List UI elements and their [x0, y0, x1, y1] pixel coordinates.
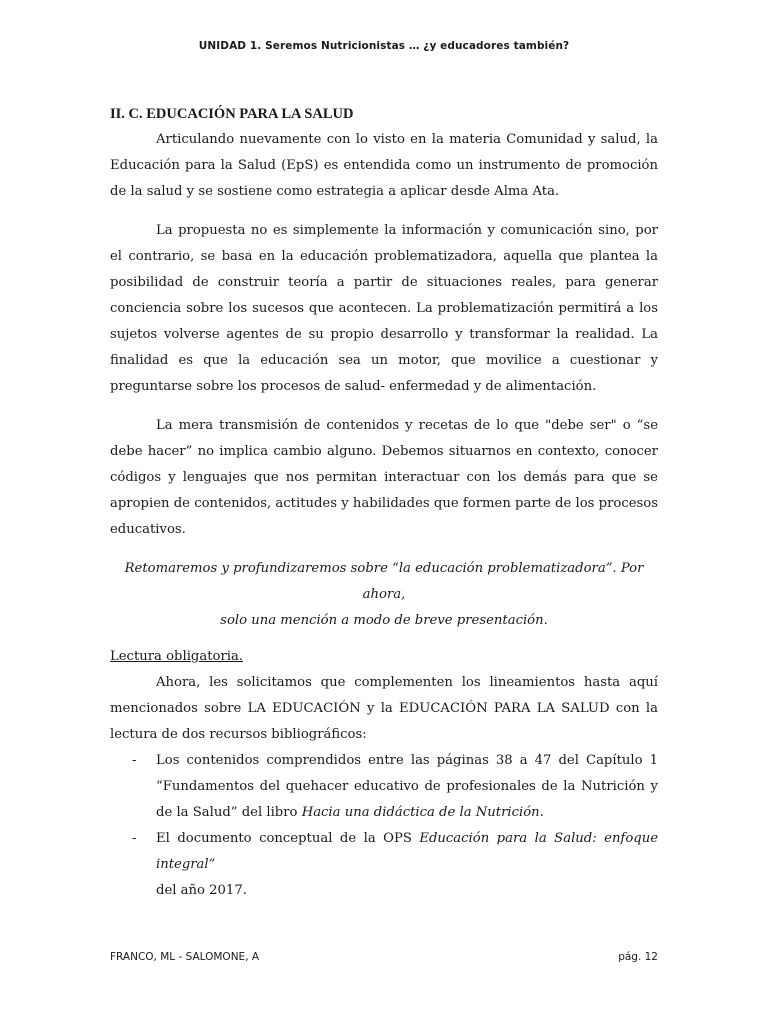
- paragraph-2: La propuesta no es simplemente la información y comunicación sino, por el contrario, se basa en la educación problematizadora, aquella que plantea la posibilidad de construir teoría a partir de situaciones reales, para generar conciencia sobre los sucesos que acontecen. La problematización permitirá a los sujetos volverse agentes de su propio desarrollo y transformar la realidad. La finalidad es que la educación sea un motor, que movilice a cuestionar y preguntarse sobre los procesos de salud- enfermedad y de alimentación.: [110, 223, 658, 394]
- bullet-dash: -: [132, 831, 137, 846]
- reference-2-year: del año 2017.: [156, 883, 247, 898]
- reference-1-text: Los contenidos comprendidos entre las páginas 38 a 47 del Capítulo 1 “Fundamentos del quehacer educativo de profesionales de la Nutrición y de la Salud” del libro: [156, 753, 658, 820]
- lectura-intro: Ahora, les solicitamos que complementen los lineamientos hasta aquí mencionados sobre LA EDUCACIÓN y la EDUCACIÓN PARA LA SALUD con la lectura de dos recursos bibliográficos:: [110, 675, 658, 742]
- running-header: UNIDAD 1. Seremos Nutricionistas … ¿y educadores también?: [198, 40, 570, 52]
- reference-1-book-title: Hacia una didáctica de la Nutrición.: [301, 805, 544, 820]
- italic-note-line-1: Retomaremos y profundizaremos sobre “la educación problematizadora”. Por ahora,: [124, 561, 644, 602]
- section-heading: II. C. EDUCACIÓN PARA LA SALUD: [110, 106, 354, 122]
- list-item: [110, 748, 658, 826]
- bullet-dash: -: [132, 753, 137, 768]
- list-item: [110, 826, 658, 904]
- lectura-obligatoria-label: Lectura obligatoria.: [110, 649, 244, 664]
- page-body: [110, 101, 658, 904]
- footer-authors: FRANCO, ML - SALOMONE, A: [110, 951, 260, 963]
- page-number: pág. 12: [618, 951, 658, 963]
- reference-2-document-title: Educación para la Salud: enfoque integral”: [156, 831, 658, 872]
- reference-list: [110, 748, 658, 904]
- italic-note: [110, 556, 658, 634]
- paragraph-1: Articulando nuevamente con lo visto en la materia Comunidad y salud, la Educación para la Salud (EpS) es entendida como un instrumento de promoción de la salud y se sostiene como estrategia a aplicar desde Alma Ata.: [110, 132, 658, 199]
- italic-note-line-2: solo una mención a modo de breve presentación.: [220, 613, 548, 628]
- paragraph-3: La mera transmisión de contenidos y recetas de lo que "debe ser" o “se debe hacer” no implica cambio alguno. Debemos situarnos en contexto, conocer códigos y lenguajes que nos permitan interactuar con los demás para que se apropien de contenidos, actitudes y habilidades que formen parte de los procesos educativos.: [110, 418, 658, 537]
- reference-2-text: El documento conceptual de la OPS: [156, 831, 412, 846]
